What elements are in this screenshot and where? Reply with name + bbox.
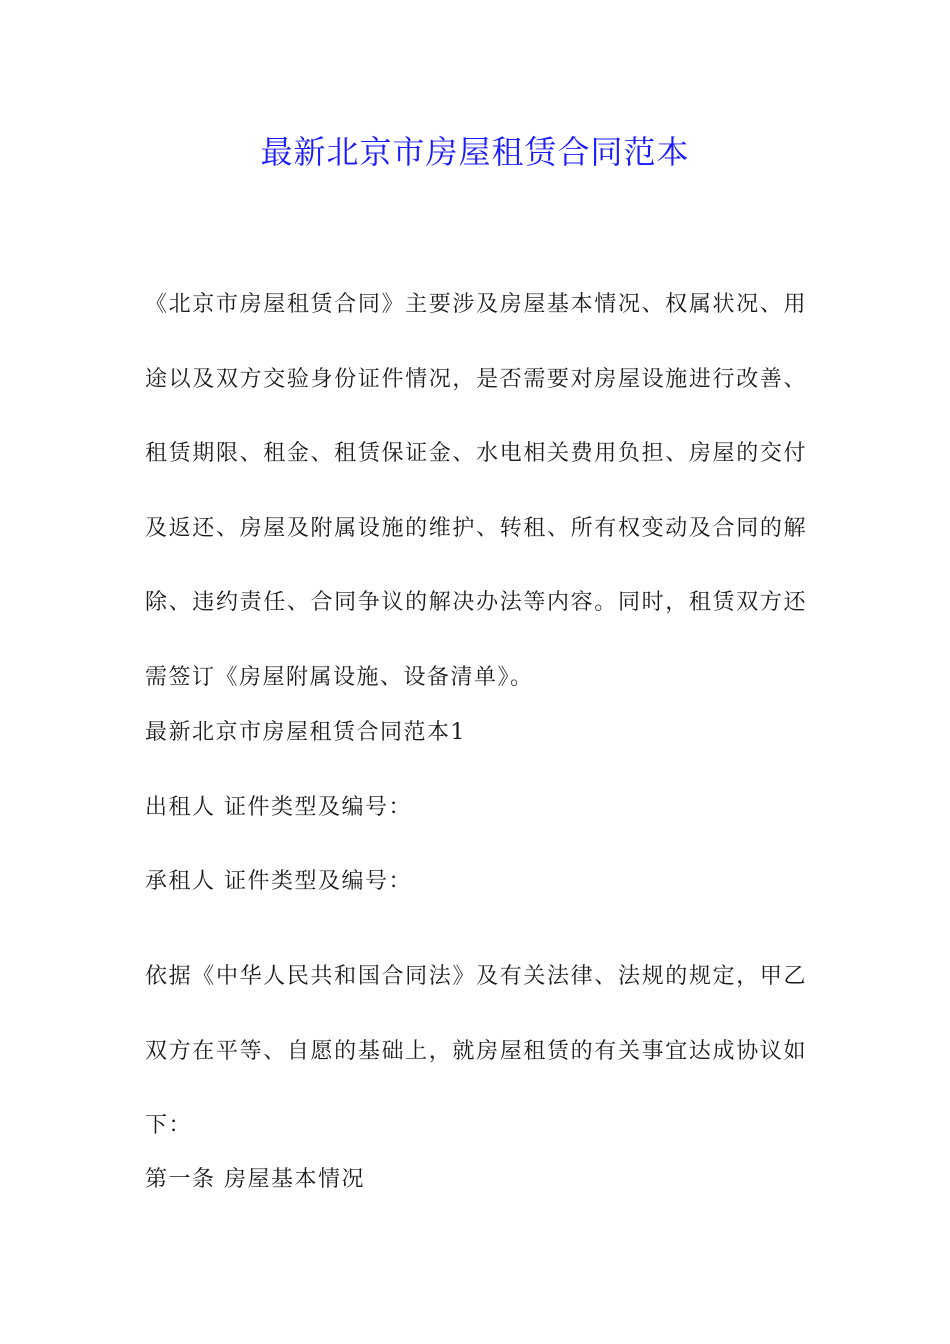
lessor-line: 出租人 证件类型及编号： <box>145 795 412 820</box>
sample-heading: 最新北京市房屋租赁合同范本1 <box>145 720 466 745</box>
article-1-heading: 第一条 房屋基本情况 <box>145 1167 365 1192</box>
document-title: 最新北京市房屋租赁合同范本 <box>260 133 690 171</box>
lessee-line: 承租人 证件类型及编号： <box>145 869 412 894</box>
intro-paragraph: 《北京市房屋租赁合同》主要涉及房屋基本情况、权属状况、用途以及双方交验身份证件情况，是否需要对房屋设施进行改善、租赁期限、租金、租赁保证金、水电相关费用负担、房屋的交付及返还、房屋及附属设施的维护、转租、所有权变动及合同的解除、违约责任、合同争议的解决办法等内容。同时，租赁双方还需签订《房屋附属设施、设备清单》。 <box>145 292 807 690</box>
basis-paragraph: 依据《中华人民共和国合同法》及有关法律、法规的规定，甲乙双方在平等、自愿的基础上，就房屋租赁的有关事宜达成协议如下： <box>145 964 807 1138</box>
